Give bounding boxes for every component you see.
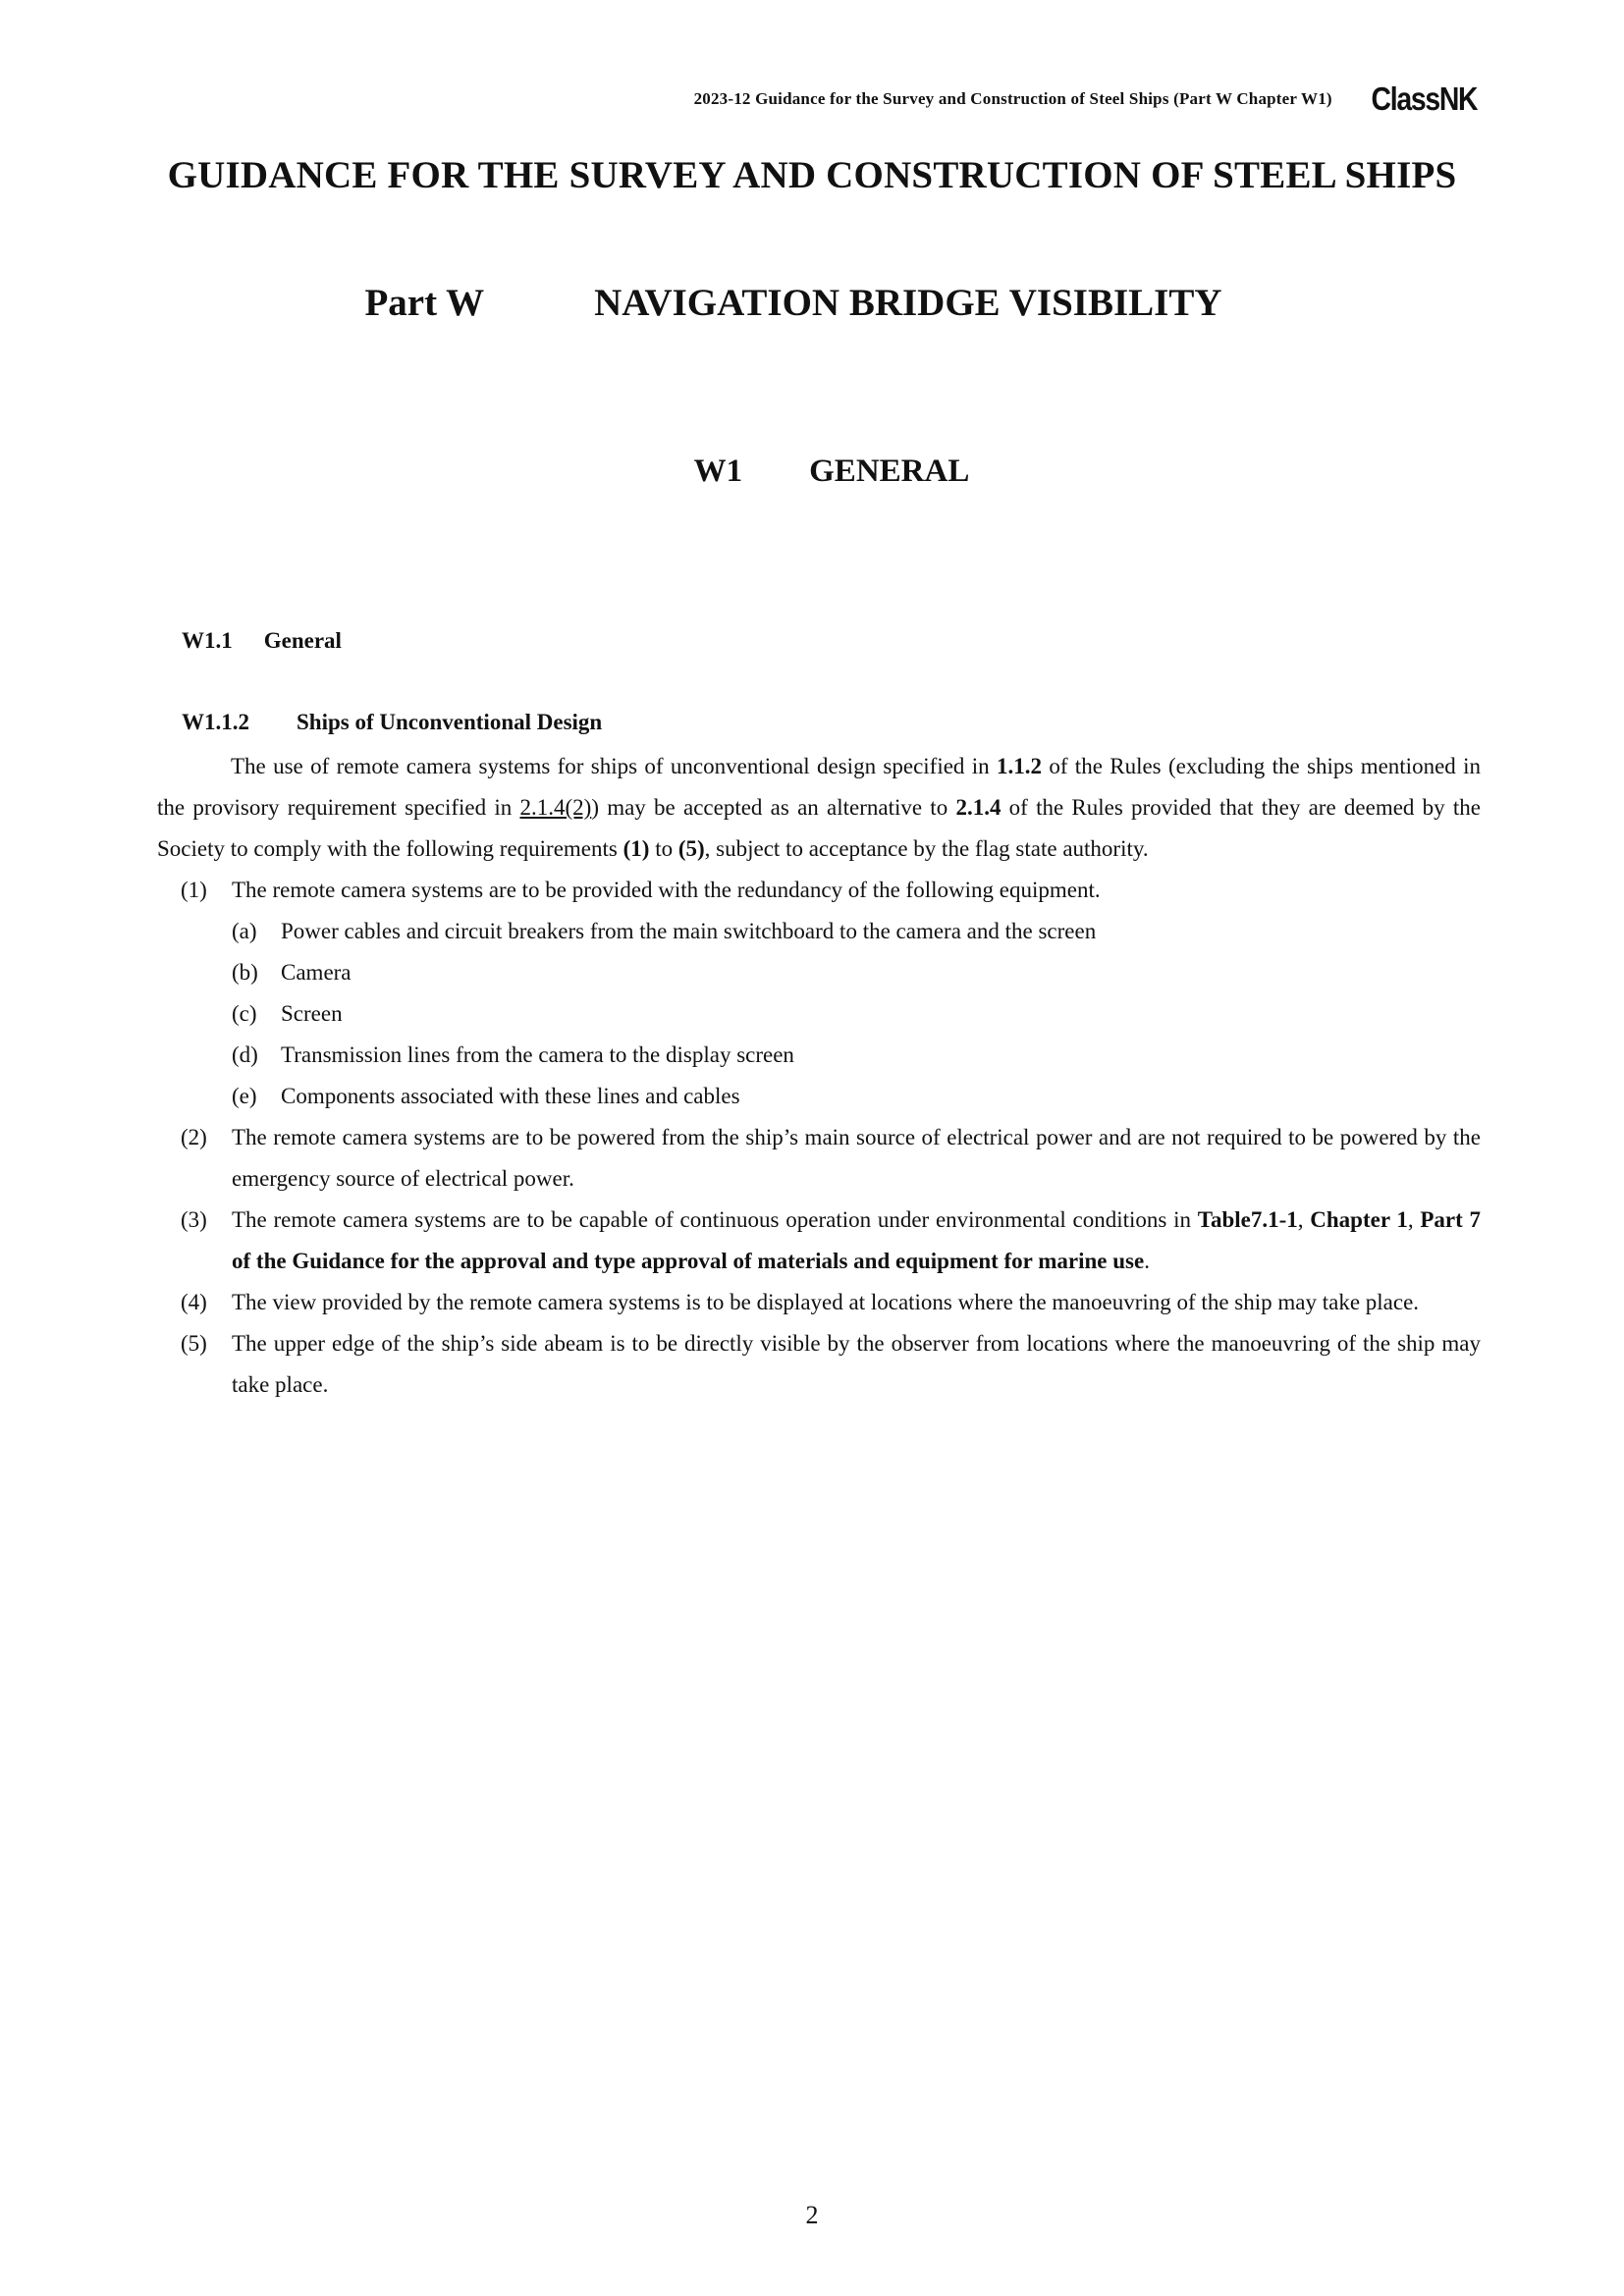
list-number: (5) xyxy=(181,1331,207,1356)
intro-paragraph: The use of remote camera systems for ships of unconventional design specified in 1.1.2 of the Rules (excluding the ships mentioned in the provisory requirement specified in 2.1.4(2)) may be accepted as an alternative to 2.1.4 of the Rules provided that they are deemed by the Society to comply with the following requirements (1) to (5), subject to acceptance by the flag state authority. xyxy=(157,754,1482,861)
chapter-heading xyxy=(0,454,1624,490)
equipment-sublist xyxy=(232,911,1481,1117)
sublist-item: (a) Power cables and circuit breakers from the main switchboard to the camera and the screen xyxy=(232,919,1097,943)
sublist-item: (b) Camera xyxy=(232,960,352,985)
requirement-item-2 xyxy=(157,1117,1481,1200)
section-heading xyxy=(182,628,342,654)
sublist-item: (c) Screen xyxy=(232,1001,343,1026)
list-text: The remote camera systems are to be provided with the redundancy of the following equipment. xyxy=(232,878,1101,902)
chapter-name: GENERAL xyxy=(809,454,970,489)
list-text: The remote camera systems are to be capable of continuous operation under environmental conditions in Table7.1-1, Chapter 1, Part 7 of the Guidance for the approval and type approval of materials and equipment for marine use. xyxy=(232,1207,1482,1273)
requirements-list xyxy=(157,870,1481,1406)
classnk-logo: ClassNK xyxy=(1371,80,1477,117)
document-title: GUIDANCE FOR THE SURVEY AND CONSTRUCTION OF STEEL SHIPS xyxy=(167,154,1457,196)
requirement-item-1 xyxy=(157,870,1481,1117)
requirement-item-5 xyxy=(157,1323,1481,1406)
list-number: (3) xyxy=(181,1207,207,1232)
part-name: NAVIGATION BRIDGE VISIBILITY xyxy=(594,282,1222,324)
list-text: The view provided by the remote camera systems is to be displayed at locations where the manoeuvring of the ship may take place. xyxy=(232,1290,1420,1314)
list-number: (2) xyxy=(181,1125,207,1149)
section-number: W1.1 xyxy=(182,628,233,653)
list-number: (4) xyxy=(181,1290,207,1314)
page-number: 2 xyxy=(805,2201,819,2229)
sublist-item: (e) Components associated with these lines and cables xyxy=(232,1084,740,1108)
subsection-title: Ships of Unconventional Design xyxy=(297,710,603,734)
part-heading xyxy=(0,281,1624,325)
sublist-item: (d) Transmission lines from the camera to the display screen xyxy=(232,1042,794,1067)
requirements-list-container xyxy=(157,870,1481,1406)
part-label: Part W xyxy=(364,282,485,324)
requirement-item-3 xyxy=(157,1200,1481,1282)
list-text: The remote camera systems are to be powered from the ship’s main source of electrical power and are not required to be powered by the emergency source of electrical power. xyxy=(232,1125,1481,1191)
chapter-label: W1 xyxy=(693,454,743,489)
running-title: 2023-12 Guidance for the Survey and Construction of Steel Ships (Part W Chapter W1) xyxy=(693,89,1332,108)
running-header xyxy=(694,80,1477,118)
subsection-number: W1.1.2 xyxy=(182,710,249,734)
subsection-heading xyxy=(182,710,602,735)
list-text: The upper edge of the ship’s side abeam is to be directly visible by the observer from locations where the manoeuvring of the ship may take place. xyxy=(232,1331,1481,1397)
reference-link[interactable]: 2.1.4(2) xyxy=(519,795,592,820)
requirement-item-4 xyxy=(157,1282,1481,1323)
list-number: (1) xyxy=(181,878,207,902)
section-title: General xyxy=(263,628,342,653)
